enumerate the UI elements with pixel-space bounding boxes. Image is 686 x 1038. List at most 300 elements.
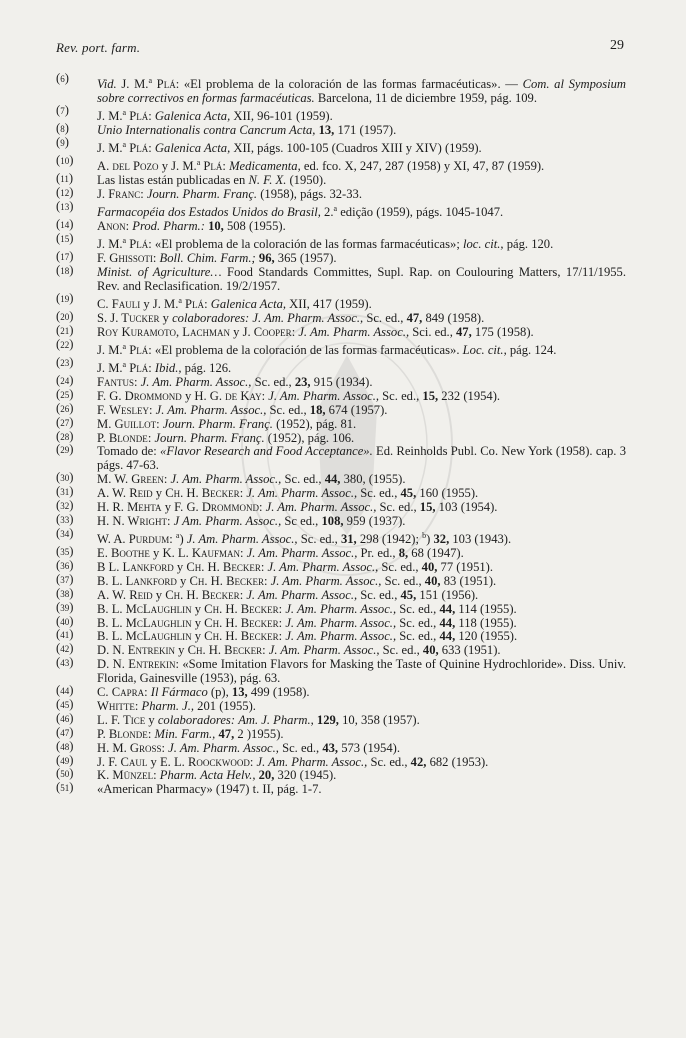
reference-author: F. G. Drommond xyxy=(174,500,259,515)
reference-item xyxy=(56,202,626,220)
reference-text: a xyxy=(178,295,182,305)
reference-volume: 44, xyxy=(439,629,456,644)
reference-item xyxy=(56,769,626,783)
reference-item xyxy=(56,156,626,174)
reference-title: «Flavor Research and Food Acceptance». xyxy=(160,444,373,459)
page-header xyxy=(56,38,624,58)
reference-text: J. M. xyxy=(97,342,123,357)
reference-item xyxy=(56,529,626,547)
reference-number: ( 50 ) xyxy=(56,767,73,782)
reference-text: 232 (1954). xyxy=(438,388,501,403)
reference-text: a xyxy=(196,158,201,168)
reference-author: A. W. Reid xyxy=(97,587,153,602)
reference-text: y xyxy=(149,545,163,560)
reference-item xyxy=(56,589,626,603)
reference-number: ( 20 ) xyxy=(56,310,73,325)
reference-text: 68 (1947). xyxy=(408,545,464,560)
reference-title: Galenica Acta, xyxy=(210,297,287,311)
reference-number: ( 17 ) xyxy=(56,250,73,265)
reference-text: 959 (1937). xyxy=(343,513,406,528)
reference-title: J. Am. Pharm. Assoc., xyxy=(256,754,368,769)
reference-number: ( 45 ) xyxy=(56,698,73,713)
reference-text: 849 (1958). xyxy=(422,310,485,325)
reference-text: 2 )1955). xyxy=(234,726,284,741)
reference-item xyxy=(56,617,626,631)
reference-number: ( 42 ) xyxy=(56,642,73,657)
reference-text: : xyxy=(278,601,286,616)
reference-title: Min. Farm., xyxy=(154,726,216,741)
reference-author: Anon xyxy=(97,219,126,234)
reference-volume: 10, xyxy=(208,219,224,234)
reference-text: Sc. ed., xyxy=(396,629,440,644)
reference-text: a xyxy=(122,108,127,117)
reference-title: J. Am. Pharm. Assoc., xyxy=(268,388,380,403)
reference-text: a xyxy=(148,76,153,85)
reference-number: ( 33 ) xyxy=(56,513,73,528)
reference-text: (p), xyxy=(207,685,232,700)
reference-text: Sc. ed., xyxy=(376,500,420,515)
reference-number: ( 41 ) xyxy=(56,628,73,643)
reference-text: : xyxy=(148,361,155,375)
reference-title: Prod. Pharm.: xyxy=(132,219,205,234)
reference-number: ( 46 ) xyxy=(56,712,73,727)
reference-text: 320 (1945). xyxy=(274,768,337,783)
reference-number: ( 44 ) xyxy=(56,684,73,699)
reference-text: : xyxy=(222,159,230,174)
reference-text: (1950). xyxy=(286,173,327,188)
reference-text: 915 (1934). xyxy=(310,374,373,389)
reference-author: Plá xyxy=(126,141,149,156)
reference-number: ( 8 ) xyxy=(56,122,69,137)
reference-number: ( 22 ) xyxy=(56,338,73,353)
reference-text: (1958), págs. 32-33. xyxy=(257,187,362,202)
reference-text: : xyxy=(153,768,160,783)
reference-number: ( 6 ) xyxy=(56,72,69,87)
reference-item xyxy=(56,404,626,418)
reference-text: y xyxy=(152,587,166,602)
reference-title: Farmacopéia dos Estados Unidos do Brasil, xyxy=(97,205,321,220)
reference-author: B. L. McLaughlin xyxy=(97,629,192,644)
reference-text: a xyxy=(333,204,338,213)
reference-number: ( 48 ) xyxy=(56,740,73,755)
reference-author: S. J. Tucker xyxy=(97,310,160,325)
reference-number: ( 35 ) xyxy=(56,545,73,560)
reference-author: H. G. de Kay xyxy=(194,388,262,403)
reference-item xyxy=(56,234,626,252)
reference-text: : xyxy=(239,587,247,602)
reference-text: : xyxy=(156,416,163,431)
reference-volume: 45, xyxy=(400,587,417,602)
reference-text: : xyxy=(148,141,155,156)
reference-item xyxy=(56,432,626,446)
reference-item xyxy=(56,700,626,714)
reference-text: y xyxy=(176,573,190,588)
reference-number: ( 23 ) xyxy=(56,356,73,371)
reference-author: J. Cooper xyxy=(242,324,292,339)
reference-item xyxy=(56,252,626,266)
reference-text: Sc. ed., xyxy=(381,573,425,588)
reference-title: Pharm. Acta Helv., xyxy=(159,768,256,783)
reference-title: Loc. cit., xyxy=(462,342,507,357)
reference-number: ( 9 ) xyxy=(56,136,69,151)
reference-text: 171 (1957). xyxy=(334,123,397,138)
reference-text: : xyxy=(239,545,247,560)
reference-item xyxy=(56,266,626,294)
reference-text: Sc. ed., xyxy=(379,643,423,658)
reference-item xyxy=(56,445,626,473)
reference-number: ( 25 ) xyxy=(56,388,73,403)
reference-title: Journ. Pharm. Franç. xyxy=(146,187,258,202)
reference-text: : xyxy=(263,573,271,588)
reference-author: E. L. Roockwood xyxy=(159,754,250,769)
reference-text: : xyxy=(260,559,268,574)
reference-text: : xyxy=(262,643,269,658)
reference-number: ( 14 ) xyxy=(56,218,73,233)
reference-item xyxy=(56,174,626,188)
reference-volume: 47, xyxy=(406,310,423,325)
reference-text: (1952), pág. 81. xyxy=(272,416,357,431)
reference-text: 682 (1953). xyxy=(426,754,489,769)
reference-item xyxy=(56,358,626,376)
reference-title: Journ. Pharm. Franç. xyxy=(154,430,265,445)
reference-text: J. M. xyxy=(97,109,123,124)
reference-title: Il Fármaco xyxy=(150,685,208,700)
reference-title: Vid. xyxy=(97,77,117,92)
reference-text: y xyxy=(147,754,160,769)
reference-text: 175 (1958). xyxy=(471,324,534,339)
reference-title: J. Am. Pharm. Assoc., xyxy=(155,402,267,417)
reference-text: : xyxy=(152,251,160,266)
reference-text: : xyxy=(163,472,171,487)
reference-text: : xyxy=(278,629,286,644)
reference-title: J. Am. Pharm. Assoc., xyxy=(246,545,358,560)
reference-author: Ch. H. Becker xyxy=(189,573,264,588)
reference-title: J. Am. Pharm. Assoc., xyxy=(285,601,397,616)
reference-title: J. Am. Pharm. Assoc., xyxy=(285,629,397,644)
reference-item xyxy=(56,547,626,561)
reference-text: 83 (1951). xyxy=(440,573,497,588)
reference-text: : xyxy=(291,324,299,339)
reference-text: 499 (1958). xyxy=(247,685,310,700)
reference-text: Sc. ed., xyxy=(379,388,423,403)
reference-text: : xyxy=(147,726,155,741)
reference-item xyxy=(56,106,626,124)
reference-title: Pharm. J., xyxy=(141,698,195,713)
reference-number: ( 47 ) xyxy=(56,726,73,741)
reference-author: B. L. Lankford xyxy=(97,573,177,588)
reference-item xyxy=(56,783,626,797)
reference-title: J. Am. Pharm. Assoc., xyxy=(265,500,377,515)
reference-author: F. G. Drommond xyxy=(97,388,182,403)
reference-text: J. M. xyxy=(97,361,123,375)
reference-item xyxy=(56,714,626,728)
reference-author: Plá xyxy=(181,297,205,311)
reference-text: y xyxy=(174,643,188,658)
reference-text: edição (1959), págs. 1045-1047. xyxy=(337,205,504,220)
reference-text: y xyxy=(191,629,205,644)
reference-text: y xyxy=(159,310,173,325)
reference-title: J. Am. Pharm. Assoc., xyxy=(298,324,410,339)
reference-item xyxy=(56,390,626,404)
reference-author: Ch. H. Becker xyxy=(187,643,263,658)
reference-text: : xyxy=(169,532,176,547)
reference-number: ( 29 ) xyxy=(56,443,73,458)
reference-author: C. Fauli xyxy=(97,297,141,311)
reference-text: y xyxy=(145,712,158,727)
reference-text: 2. xyxy=(320,205,334,220)
reference-item xyxy=(56,124,626,138)
reference-author: Ch. H. Becker xyxy=(165,486,240,501)
reference-number: ( 37 ) xyxy=(56,573,73,588)
reference-number: ( 19 ) xyxy=(56,292,73,307)
reference-text: a xyxy=(175,530,180,540)
reference-text: 160 (1955). xyxy=(416,486,479,501)
reference-volume: 108, xyxy=(321,513,344,528)
reference-title: Galenica Acta, xyxy=(154,109,231,124)
reference-text: Sci. ed., xyxy=(409,324,456,339)
reference-item xyxy=(56,515,626,529)
reference-text: 103 (1954). xyxy=(435,500,498,515)
reference-text: y xyxy=(152,486,166,501)
reference-number: ( 10 ) xyxy=(56,154,73,169)
reference-text: : xyxy=(148,109,155,124)
reference-author: Plá xyxy=(126,361,149,375)
reference-text: J. M. xyxy=(97,237,123,252)
reference-number: ( 24 ) xyxy=(56,374,73,389)
reference-author: B L. Lankford xyxy=(97,559,174,574)
reference-author: Plá xyxy=(152,77,176,92)
reference-title: N. F. X. xyxy=(248,173,287,188)
page-number: 29 xyxy=(610,38,624,53)
reference-author: Roy Kuramoto, Lachman xyxy=(97,324,230,339)
reference-title: Com. al Symposium sobre correctivos en formas farmacéuticas. xyxy=(97,77,627,106)
reference-text: Ed. Reinholds Publ. Co. New York (1958). cap. 3 págs. 47-63. xyxy=(97,444,627,473)
reference-author: Plá xyxy=(126,342,149,357)
reference-text: : xyxy=(249,754,257,769)
reference-text: y xyxy=(191,615,205,630)
reference-number: ( 13 ) xyxy=(56,200,73,215)
reference-text: ed. fco. X, 247, 287 (1958) y XI, 47, 87 (1959). xyxy=(300,159,545,174)
reference-text: : «El problema de la coloración de las formas farmacéuticas». xyxy=(148,342,463,357)
reference-text: 118 (1955). xyxy=(455,615,517,630)
reference-number: ( 18 ) xyxy=(56,264,73,279)
reference-text: Sc. ed., xyxy=(281,472,325,487)
reference-text: y xyxy=(161,500,175,515)
reference-author: B. L. McLaughlin xyxy=(97,601,192,616)
reference-text: : xyxy=(261,388,269,403)
reference-author: K. Münzel xyxy=(97,768,154,783)
reference-number: ( 34 ) xyxy=(56,527,73,542)
reference-number: ( 11 ) xyxy=(56,172,73,187)
reference-text: : xyxy=(134,698,142,713)
reference-text: : «El problema de la coloración de las formas farmacéuticas». — xyxy=(175,77,523,92)
reference-volume: 129, xyxy=(316,712,339,727)
reference-author: J. Franc xyxy=(97,187,141,202)
reference-volume: 44, xyxy=(439,601,456,616)
reference-item xyxy=(56,418,626,432)
reference-volume: 43, xyxy=(322,740,339,755)
reference-text: XII, págs. 100-105 (Cuadros XIII y XIV) (1959). xyxy=(230,141,482,156)
reference-title: Am. J. Pharm., xyxy=(238,712,314,727)
reference-list xyxy=(56,74,626,797)
reference-number: ( 7 ) xyxy=(56,104,69,119)
reference-text: 674 (1957). xyxy=(325,402,388,417)
reference-text: Sc. ed., xyxy=(278,740,323,755)
reference-title: colaboradores: xyxy=(157,712,236,727)
reference-title: Minist. of Agriculture… xyxy=(97,265,222,279)
reference-author: A. del Pozo xyxy=(97,159,159,174)
reference-number: ( 28 ) xyxy=(56,430,73,445)
reference-volume: 15, xyxy=(419,500,436,515)
reference-title: J. Am. Pharm. Assoc., xyxy=(268,643,380,658)
reference-volume: 32, xyxy=(433,532,450,547)
reference-item xyxy=(56,340,626,358)
reference-text: Pr. ed., xyxy=(357,545,399,560)
reference-title: Medicamenta, xyxy=(229,159,301,174)
reference-title: Boll. Chim. Farm.; xyxy=(159,251,256,266)
reference-text: Sc. ed., xyxy=(357,587,401,602)
reference-text: a xyxy=(122,140,127,149)
reference-title: Journ. Pharm. Franç. xyxy=(162,416,273,431)
reference-number: ( 49 ) xyxy=(56,754,73,769)
reference-volume: 15, xyxy=(422,388,439,403)
reference-text: : xyxy=(144,685,151,700)
reference-item xyxy=(56,188,626,202)
reference-text: 114 (1955). xyxy=(455,601,517,616)
reference-text: Sc. ed., xyxy=(266,402,310,417)
reference-author: H. M. Gross xyxy=(97,740,162,755)
reference-number: ( 27 ) xyxy=(56,416,73,431)
reference-volume: 40, xyxy=(421,559,438,574)
reference-author: Ch. H. Becker xyxy=(204,601,279,616)
reference-volume: 44, xyxy=(439,615,456,630)
reference-text: Sc. ed., xyxy=(363,310,407,325)
reference-number: ( 38 ) xyxy=(56,587,73,602)
reference-number: ( 30 ) xyxy=(56,471,73,486)
reference-number: ( 51 ) xyxy=(56,781,73,796)
reference-title: Unio Internationalis contra Cancrum Acta, xyxy=(97,123,316,138)
reference-text: : xyxy=(140,187,147,202)
reference-author: W. A. Purdum xyxy=(97,532,170,547)
reference-item xyxy=(56,630,626,644)
reference-volume: 44, xyxy=(324,472,341,487)
reference-text: a xyxy=(122,236,127,245)
reference-text: J. M. xyxy=(97,141,123,156)
reference-number: ( 32 ) xyxy=(56,499,73,514)
reference-title: J. Am. Pharm. Assoc., xyxy=(285,615,397,630)
reference-text: 365 (1957). xyxy=(274,251,337,266)
reference-author: J. F. Caul xyxy=(97,754,148,769)
reference-author: Ch. H. Becker xyxy=(165,587,240,602)
reference-text: 380, (1955). xyxy=(340,472,406,487)
reference-text: Sc. ed., xyxy=(357,486,401,501)
reference-number: ( 31 ) xyxy=(56,485,73,500)
reference-text: Barcelona, 11 de diciembre 1959, pág. 109. xyxy=(314,91,537,106)
reference-text: (1952), pág. 106. xyxy=(264,430,355,445)
reference-text: : xyxy=(258,500,266,515)
reference-text: «American Pharmacy» (1947) t. II, pág. 1-7. xyxy=(97,782,322,797)
reference-text: : «Some Imitation Flavors for Masking the Taste of Quinine Hydrochloride». Diss. Univ. Florida, Gainesville (1953), pág. 63. xyxy=(97,657,626,686)
reference-number: ( 43 ) xyxy=(56,656,73,671)
reference-text: J. M. xyxy=(116,77,149,92)
reference-text: Sc. ed., xyxy=(251,374,295,389)
reference-text: a xyxy=(122,341,127,351)
reference-title: J. Am. Pharm. Assoc., xyxy=(270,573,382,588)
reference-text: 103 (1943). xyxy=(449,532,512,547)
reference-author: F. Ghissoti xyxy=(97,251,153,266)
reference-text: XII, 417 (1959). xyxy=(286,297,372,311)
reference-text: ) xyxy=(426,532,434,547)
reference-text: y xyxy=(181,388,195,403)
reference-text: XII, 96-101 (1959). xyxy=(230,109,333,124)
reference-title: J. Am. Pharm. Assoc., xyxy=(170,472,282,487)
reference-item xyxy=(56,312,626,326)
reference-item xyxy=(56,603,626,617)
reference-volume: 45, xyxy=(400,486,417,501)
reference-text: : xyxy=(147,430,155,445)
reference-volume: 23, xyxy=(294,374,311,389)
reference-author: C. Capra xyxy=(97,685,145,700)
reference-volume: 96, xyxy=(258,251,275,266)
reference-text: : xyxy=(204,297,211,311)
reference-title: Ibid., xyxy=(154,361,182,375)
reference-author: M. Guillot xyxy=(97,416,157,431)
reference-volume: 18, xyxy=(309,402,326,417)
reference-author: K. L. Kaufman xyxy=(162,545,240,560)
reference-title: Galenica Acta, xyxy=(154,141,231,156)
reference-author: F. Wesley xyxy=(97,402,149,417)
reference-text: 151 (1956). xyxy=(416,587,479,602)
reference-title: J. Am. Pharm. Assoc., xyxy=(252,310,364,325)
reference-item xyxy=(56,487,626,501)
reference-text: 120 (1955). xyxy=(455,629,518,644)
reference-number: ( 39 ) xyxy=(56,601,73,616)
reference-text: 508 (1955). xyxy=(223,219,286,234)
reference-text: 573 (1954). xyxy=(338,740,400,755)
reference-text: : xyxy=(134,374,141,389)
reference-text: Sc. ed., xyxy=(396,615,440,630)
reference-number: ( 15 ) xyxy=(56,232,73,247)
reference-title: colaboradores: xyxy=(172,310,250,325)
reference-author: Ch. H. Becker xyxy=(204,629,279,644)
reference-item xyxy=(56,561,626,575)
reference-text: y J. M. xyxy=(158,159,197,174)
reference-text: ) xyxy=(179,532,187,547)
reference-item xyxy=(56,74,626,106)
reference-item xyxy=(56,220,626,234)
reference-text: a xyxy=(122,359,127,369)
reference-item xyxy=(56,501,626,515)
journal-running-head: Rev. port. farm. xyxy=(56,40,141,55)
reference-volume: 47, xyxy=(456,324,472,339)
reference-item xyxy=(56,575,626,589)
reference-text: Sc ed., xyxy=(281,513,322,528)
reference-volume: 40, xyxy=(424,573,441,588)
reference-title: J. Am. Pharm. Assoc., xyxy=(140,374,252,389)
reference-author: Plá xyxy=(126,237,149,252)
reference-title: J. Am. Pharm. Assoc., xyxy=(267,559,379,574)
reference-text: pág. 124. xyxy=(506,342,557,357)
reference-number: ( 36 ) xyxy=(56,559,73,574)
reference-number: ( 26 ) xyxy=(56,402,73,417)
reference-text: Food Standards Committes, Supl. Rap. on Coulouring Matters, 17/11/1955. Rev. and Reclasification. 19/2/1957. xyxy=(97,265,626,293)
reference-text: 298 (1942); xyxy=(356,532,423,547)
reference-author: Whitte xyxy=(97,698,135,713)
reference-author: H. R. Mehta xyxy=(97,500,162,515)
reference-text: y xyxy=(173,559,187,574)
reference-title: J. Am. Pharm. Assoc., xyxy=(186,532,298,547)
reference-item xyxy=(56,473,626,487)
